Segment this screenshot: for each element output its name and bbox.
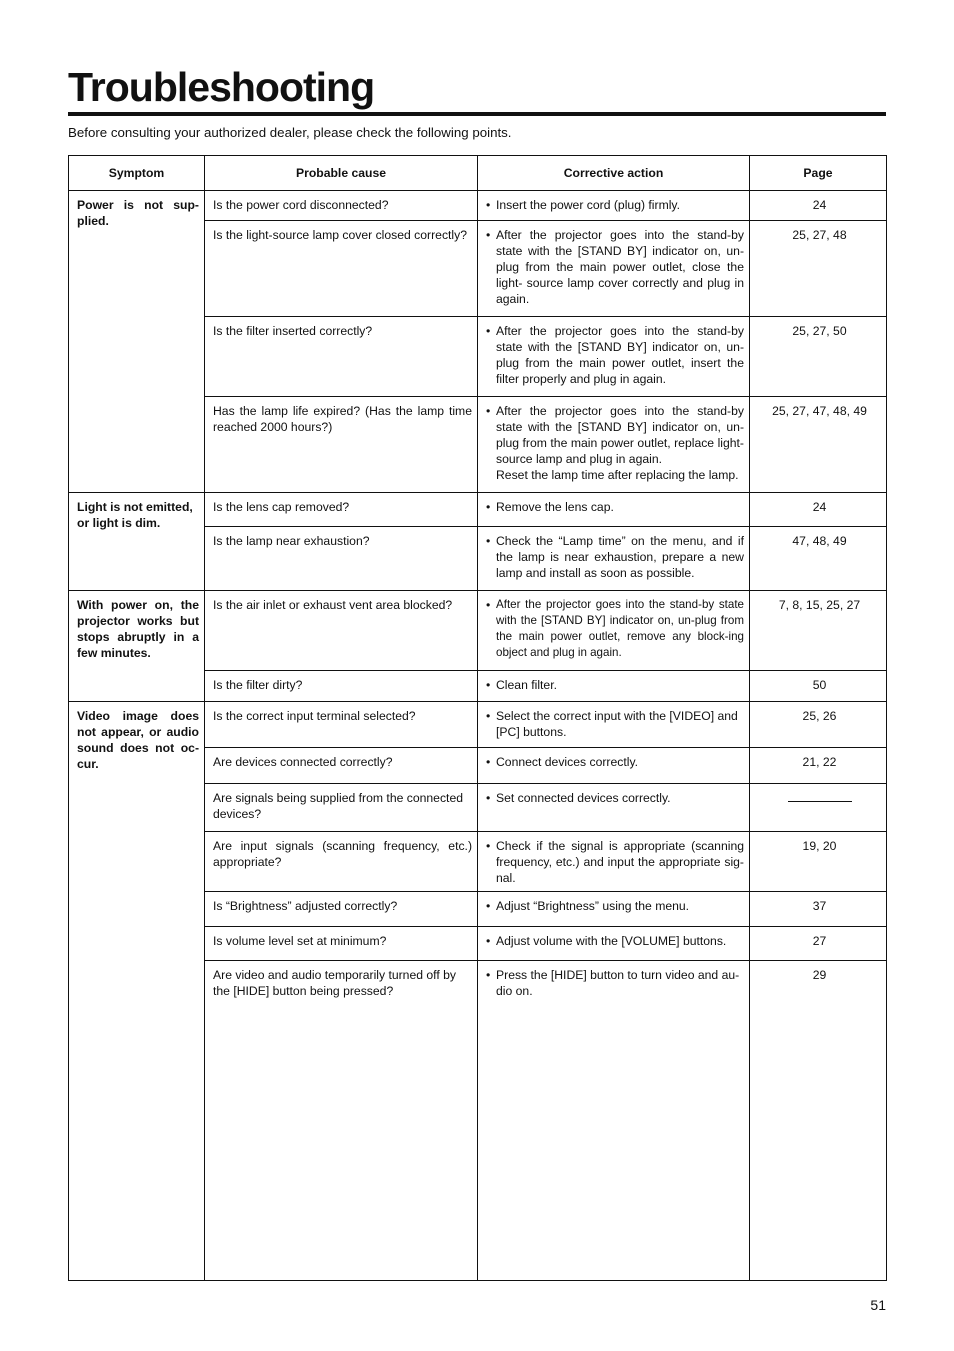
cause-cell: Are signals being supplied from the connected devices? xyxy=(205,784,478,832)
action-text: After the projector goes into the stand-by state with the [STAND BY] indicator on, un-plug from the main power outlet, replace light-source lamp and plug in again. xyxy=(496,404,744,466)
action-cell xyxy=(478,527,750,591)
symptom-light: Light is not emitted, or light is dim. xyxy=(69,493,205,591)
action-text: Select the correct input with the [VIDEO] and [PC] buttons. xyxy=(496,709,738,739)
action-text: Press the [HIDE] button to turn video and au-dio on. xyxy=(496,968,740,998)
page-cell: 19, 20 xyxy=(750,832,887,892)
action-cell xyxy=(478,591,750,671)
bullet: • xyxy=(486,228,491,242)
bullet: • xyxy=(486,324,491,338)
action-cell xyxy=(478,317,750,397)
cause-cell: Has the lamp life expired? (Has the lamp time reached 2000 hours?) xyxy=(205,397,478,493)
table-row xyxy=(69,493,887,527)
action-cell xyxy=(478,671,750,702)
symptom-stops: With power on, the projector works but stops abruptly in a few minutes. xyxy=(69,591,205,702)
bullet: • xyxy=(486,968,491,982)
page-cell: 50 xyxy=(750,671,887,702)
action-text: Remove the lens cap. xyxy=(496,500,614,514)
page-cell: 25, 27, 48 xyxy=(750,221,887,317)
bullet: • xyxy=(486,791,491,805)
no-page-dash xyxy=(788,801,852,802)
cause-cell: Is volume level set at minimum? xyxy=(205,927,478,961)
action-text: After the projector goes into the stand-by state with the [STAND BY] indicator on, un-plug from the main power outlet, remove any block-ing object and plug in again. xyxy=(496,598,744,659)
cause-cell: Is the power cord disconnected? xyxy=(205,191,478,221)
symptom-video: Video image does not appear, or audio sound does not oc-cur. xyxy=(69,702,205,1281)
action-text: Adjust “Brightness” using the menu. xyxy=(496,899,690,913)
cause-cell: Is the filter inserted correctly? xyxy=(205,317,478,397)
header-symptom: Symptom xyxy=(69,156,205,191)
action-cell xyxy=(478,927,750,961)
action-cell xyxy=(478,832,750,892)
page-cell: 37 xyxy=(750,892,887,927)
bullet: • xyxy=(486,534,491,548)
bullet: • xyxy=(486,678,491,692)
action-text: Set connected devices correctly. xyxy=(496,791,671,805)
intro-text: Before consulting your authorized dealer, please check the following points. xyxy=(68,125,512,140)
page-cell: 29 xyxy=(750,961,887,1281)
cause-cell: Are input signals (scanning frequency, etc.) appropriate? xyxy=(205,832,478,892)
action-text: Check the “Lamp time” on the menu, and if the lamp is near exhaustion, prepare a new lamp and install as soon as possible. xyxy=(496,534,744,580)
action-cell xyxy=(478,191,750,221)
page-cell: 25, 27, 47, 48, 49 xyxy=(750,397,887,493)
bullet: • xyxy=(486,198,491,212)
cause-cell: Is the lens cap removed? xyxy=(205,493,478,527)
page-cell: 24 xyxy=(750,191,887,221)
bullet: • xyxy=(486,839,491,853)
bullet: • xyxy=(486,934,491,948)
bullet: • xyxy=(486,598,491,612)
action-cell xyxy=(478,892,750,927)
page-cell: 24 xyxy=(750,493,887,527)
symptom-power: Power is not sup-plied. xyxy=(69,191,205,493)
page-cell: 27 xyxy=(750,927,887,961)
cause-cell: Is the correct input terminal selected? xyxy=(205,702,478,748)
action-text: After the projector goes into the stand-by state with the [STAND BY] indicator on, un-plug from the main power outlet, close the light- source lamp cover correctly and plug in again. xyxy=(496,228,744,306)
cause-cell: Is the filter dirty? xyxy=(205,671,478,702)
action-cell xyxy=(478,748,750,784)
page-cell: 21, 22 xyxy=(750,748,887,784)
action-cell xyxy=(478,493,750,527)
page-cell: 47, 48, 49 xyxy=(750,527,887,591)
action-text: Connect devices correctly. xyxy=(496,755,639,769)
page-cell: 7, 8, 15, 25, 27 xyxy=(750,591,887,671)
action-text-extra: Reset the lamp time after replacing the lamp. xyxy=(496,468,739,482)
action-text: Check if the signal is appropriate (scanning frequency, etc.) and input the appropriate sig-nal. xyxy=(496,839,744,885)
bullet: • xyxy=(486,404,491,418)
table-row xyxy=(69,591,887,671)
header-page: Page xyxy=(750,156,887,191)
action-text: Insert the power cord (plug) firmly. xyxy=(496,198,681,212)
page-title: Troubleshooting xyxy=(68,64,375,110)
cause-cell: Is the lamp near exhaustion? xyxy=(205,527,478,591)
action-text: Adjust volume with the [VOLUME] buttons. xyxy=(496,934,727,948)
bullet: • xyxy=(486,709,491,723)
action-cell xyxy=(478,221,750,317)
action-text: After the projector goes into the stand-by state with the [STAND BY] indicator on, un-plug from the main power outlet, insert the filter properly and plug in again. xyxy=(496,324,744,386)
cause-cell: Are video and audio temporarily turned off by the [HIDE] button being pressed? xyxy=(205,961,478,1281)
bullet: • xyxy=(486,899,491,913)
page-cell xyxy=(750,784,887,832)
table-row xyxy=(69,702,887,748)
action-text: Clean filter. xyxy=(496,678,557,692)
title-rule xyxy=(68,112,886,116)
action-cell xyxy=(478,397,750,493)
action-cell xyxy=(478,702,750,748)
bullet: • xyxy=(486,500,491,514)
cause-cell: Is the light-source lamp cover closed correctly? xyxy=(205,221,478,317)
table-row xyxy=(69,191,887,221)
action-cell xyxy=(478,961,750,1281)
page-cell: 25, 26 xyxy=(750,702,887,748)
cause-cell: Is “Brightness” adjusted correctly? xyxy=(205,892,478,927)
page-number: 51 xyxy=(870,1297,886,1313)
troubleshooting-table xyxy=(68,155,887,1281)
header-cause: Probable cause xyxy=(205,156,478,191)
action-cell xyxy=(478,784,750,832)
bullet: • xyxy=(486,755,491,769)
cause-cell: Is the air inlet or exhaust vent area blocked? xyxy=(205,591,478,671)
header-action: Corrective action xyxy=(478,156,750,191)
table-header-row xyxy=(69,156,887,191)
page-cell: 25, 27, 50 xyxy=(750,317,887,397)
cause-cell: Are devices connected correctly? xyxy=(205,748,478,784)
